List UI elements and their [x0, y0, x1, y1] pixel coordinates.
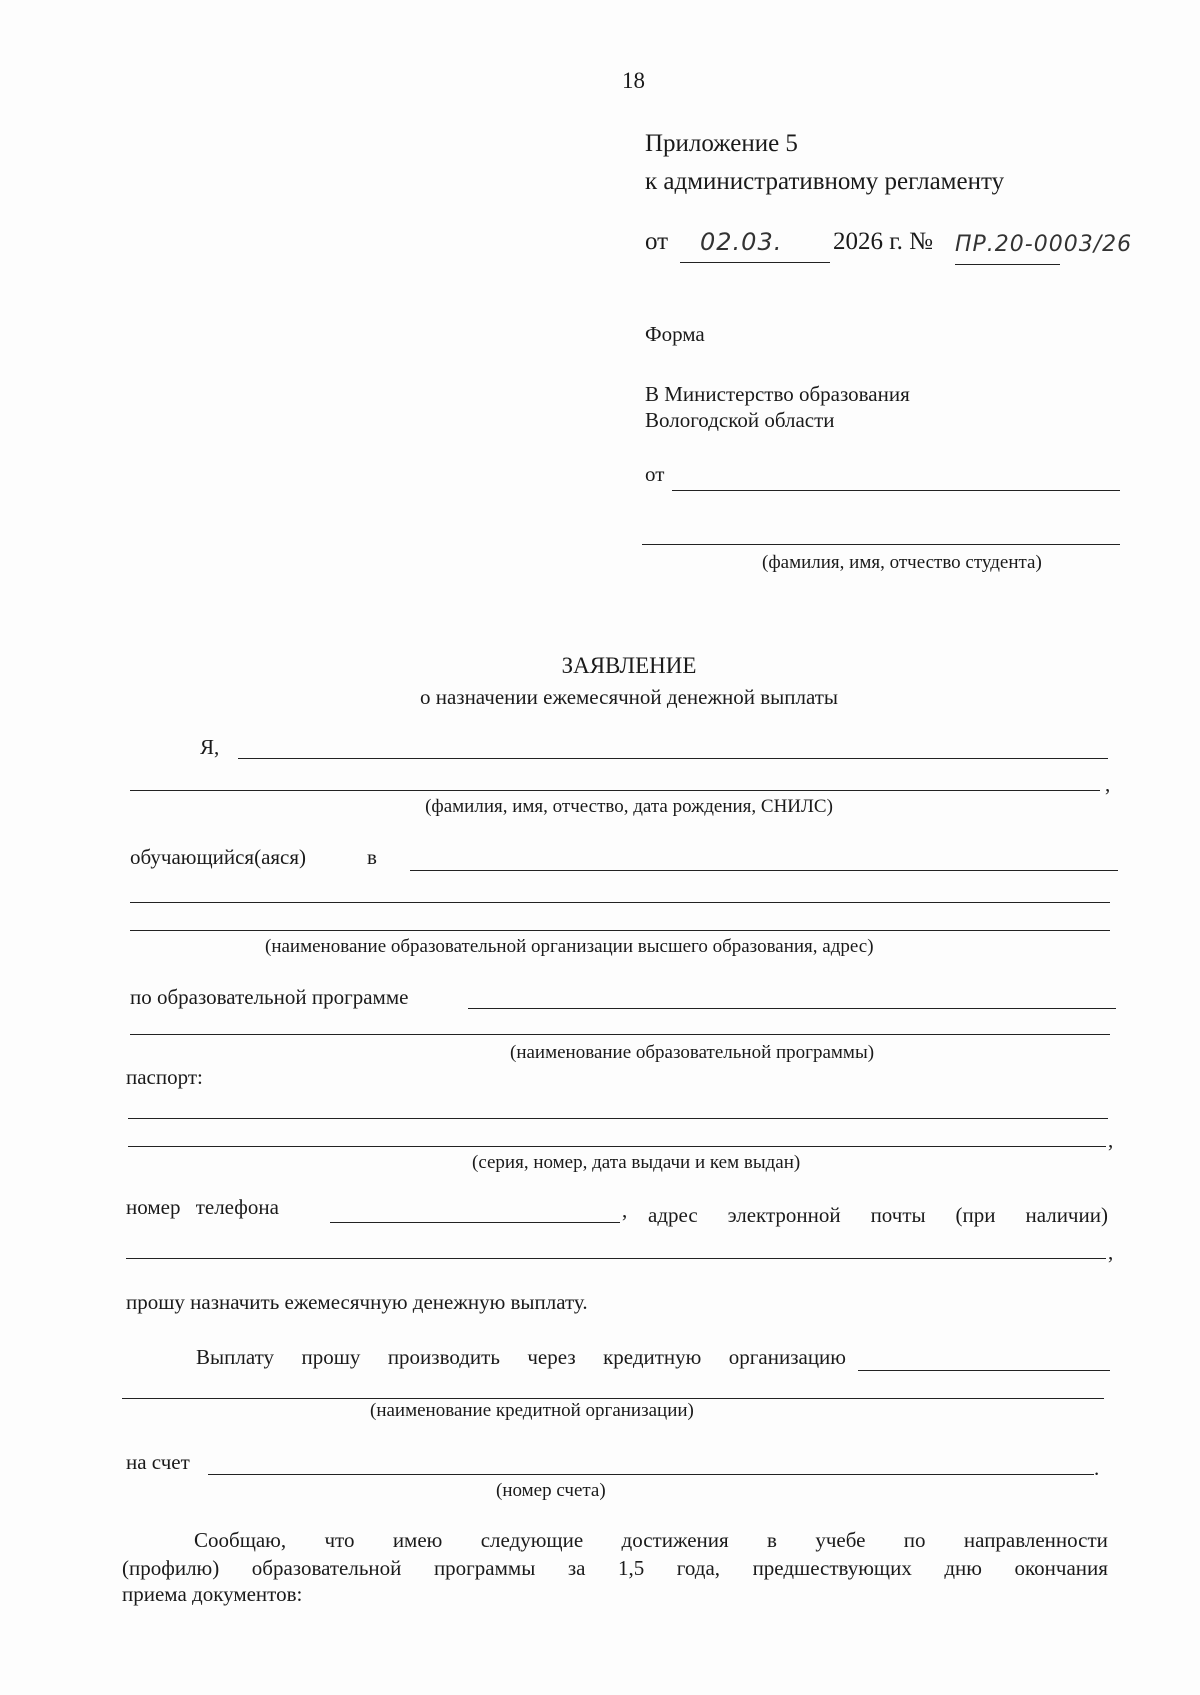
- fio-comma: ,: [1105, 772, 1111, 796]
- document-heading: ЗАЯВЛЕНИЕ: [561, 653, 697, 678]
- email-word: электронной: [727, 1203, 841, 1227]
- page-number: 18: [622, 68, 645, 93]
- phone-label: номер телефона: [126, 1195, 279, 1219]
- bank-word: Выплату: [196, 1345, 275, 1369]
- bank-word: прошу: [301, 1345, 361, 1369]
- achievements-word: что: [324, 1528, 355, 1552]
- email-comma: ,: [1108, 1240, 1114, 1264]
- achievements-word: за: [567, 1556, 586, 1580]
- bank-word: производить: [387, 1345, 500, 1369]
- account-label: на счет: [126, 1450, 190, 1474]
- org-caption: (наименование образовательной организации высшего образования, адрес): [265, 936, 874, 957]
- achievements-word: дню: [944, 1556, 982, 1580]
- annex-number-handwritten: ПР.20-0003/26: [955, 232, 1133, 257]
- org-line-2[interactable]: [130, 902, 1110, 903]
- program-line-1[interactable]: [468, 1008, 1116, 1009]
- bank-word: организацию: [728, 1345, 846, 1369]
- bank-line-1[interactable]: [858, 1370, 1110, 1371]
- email-word: наличии): [1025, 1203, 1108, 1227]
- passport-line-2[interactable]: [128, 1146, 1106, 1147]
- from-label: от: [645, 462, 665, 486]
- bank-label: [196, 1345, 846, 1370]
- achievements-line-1: [194, 1528, 1108, 1553]
- email-word: адрес: [648, 1203, 698, 1227]
- achievements-line-3: приема документов:: [122, 1582, 303, 1606]
- achievements-word: окончания: [1014, 1556, 1108, 1580]
- fio-caption: (фамилия, имя, отчество, дата рождения, СНИЛС): [425, 796, 833, 817]
- passport-caption: (серия, номер, дата выдачи и кем выдан): [472, 1152, 801, 1173]
- achievements-word: 1,5: [618, 1556, 645, 1580]
- annex-date-handwritten: 02.03.: [700, 228, 783, 256]
- email-label: [648, 1203, 1108, 1228]
- phone-line[interactable]: [330, 1222, 620, 1223]
- from-line-1: [672, 490, 1120, 491]
- program-caption: (наименование образовательной программы): [510, 1042, 875, 1063]
- account-period: .: [1094, 1456, 1100, 1480]
- from-line-2: [642, 544, 1120, 545]
- program-label: по образовательной программе: [130, 985, 409, 1009]
- passport-label: паспорт:: [126, 1065, 203, 1089]
- account-caption: (номер счета): [496, 1480, 606, 1501]
- achievements-word: года,: [676, 1556, 721, 1580]
- achievements-word: следующие: [480, 1528, 584, 1552]
- org-line-1[interactable]: [410, 870, 1118, 871]
- achievements-word: достижения: [621, 1528, 729, 1552]
- document-subheading: о назначении ежемесячной денежной выплаты: [419, 685, 839, 709]
- bank-line-2[interactable]: [122, 1398, 1104, 1399]
- achievements-word: по: [903, 1528, 926, 1552]
- achievements-word: имею: [392, 1528, 443, 1552]
- annex-date-prefix: от: [645, 228, 669, 255]
- email-line[interactable]: [126, 1258, 1106, 1259]
- org-line-3[interactable]: [130, 930, 1110, 931]
- addressee-line-2: Вологодской области: [645, 408, 835, 432]
- achievements-line-2: [122, 1556, 1108, 1581]
- annex-number-line: [955, 264, 1060, 265]
- achievements-word: учебе: [815, 1528, 866, 1552]
- student-label: обучающийся(аяся): [130, 845, 307, 869]
- account-line[interactable]: [208, 1474, 1094, 1475]
- passport-comma: ,: [1108, 1128, 1114, 1152]
- achievements-word: направленности: [963, 1528, 1108, 1552]
- bank-caption: (наименование кредитной организации): [370, 1400, 694, 1421]
- passport-line-1[interactable]: [128, 1118, 1108, 1119]
- request-text: прошу назначить ежемесячную денежную выплату.: [126, 1290, 588, 1314]
- bank-word: через: [527, 1345, 576, 1369]
- achievements-word: программы: [433, 1556, 536, 1580]
- achievements-word: в: [767, 1528, 777, 1552]
- annex-title: Приложение 5: [645, 130, 798, 157]
- i-label: Я,: [200, 735, 220, 759]
- annex-date-line: [680, 262, 830, 263]
- achievements-word: предшествующих: [752, 1556, 912, 1580]
- addressee-line-1: В Министерство образования: [645, 382, 910, 406]
- bank-word: кредитную: [603, 1345, 702, 1369]
- email-word: почты: [870, 1203, 926, 1227]
- achievements-word: (профилю): [122, 1556, 220, 1580]
- in-label: в: [367, 845, 377, 869]
- from-caption: (фамилия, имя, отчество студента): [762, 552, 1042, 573]
- annex-year-text: 2026 г. №: [833, 228, 934, 255]
- achievements-word: Сообщаю,: [194, 1528, 287, 1552]
- fio-line-2[interactable]: [130, 790, 1100, 791]
- phone-comma: ,: [622, 1198, 628, 1222]
- annex-subtitle: к административному регламенту: [645, 168, 1005, 195]
- program-line-2[interactable]: [130, 1034, 1110, 1035]
- email-word: (при: [955, 1203, 996, 1227]
- form-label: Форма: [645, 322, 705, 346]
- achievements-word: образовательной: [251, 1556, 402, 1580]
- fio-line-1[interactable]: [238, 758, 1108, 759]
